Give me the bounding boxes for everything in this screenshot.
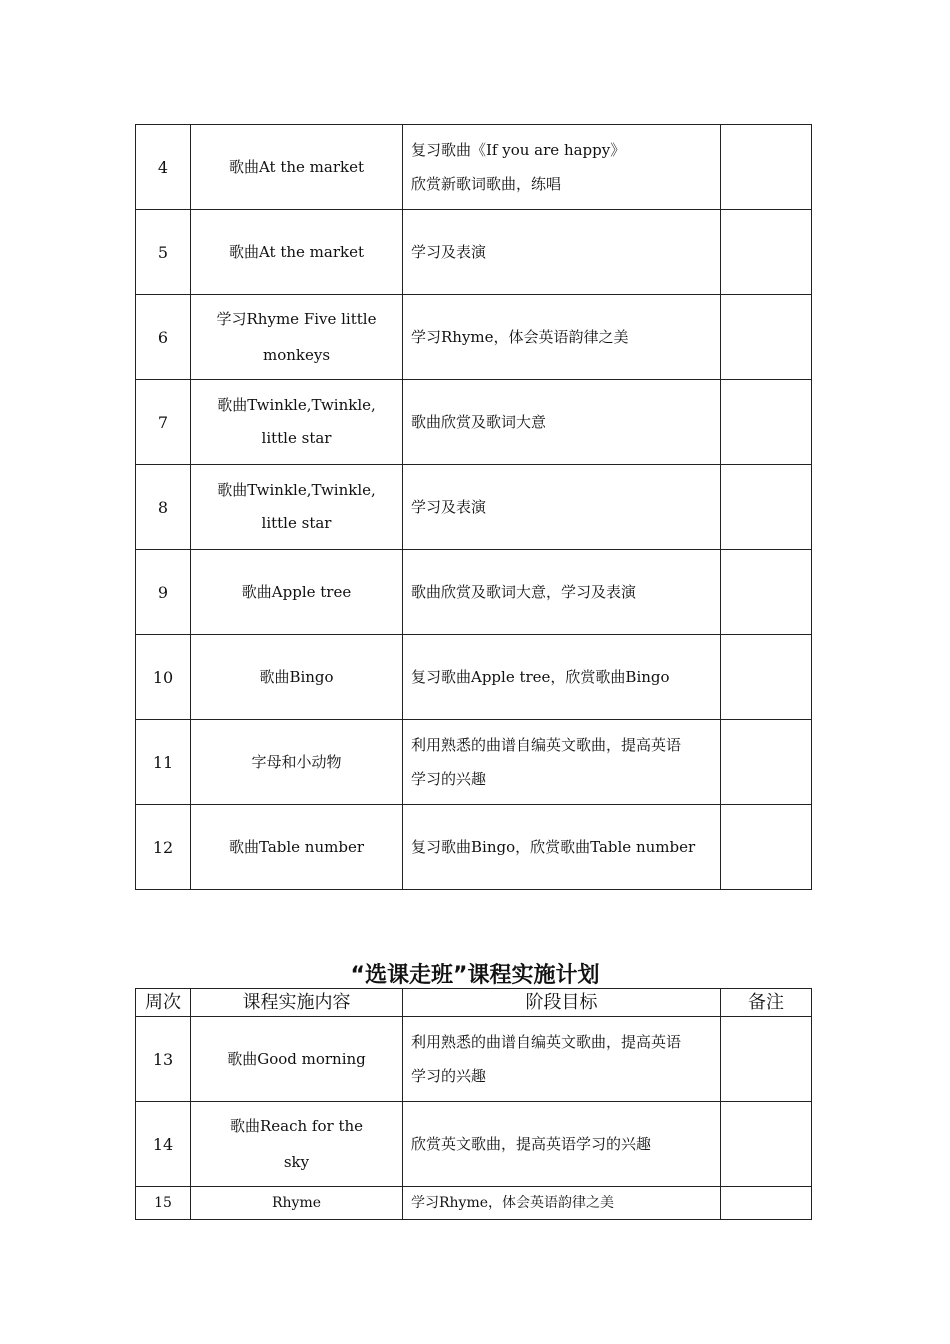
week-cell: 7 (136, 380, 191, 465)
note-cell (721, 125, 812, 210)
table-row (136, 1102, 812, 1187)
goal-cell: 学习及表演 (403, 465, 721, 550)
header-goal: 阶段目标 (403, 989, 721, 1017)
goal-cell: 利用熟悉的曲谱自编英文歌曲，提高英语 学习的兴趣 (403, 720, 721, 805)
content-cell: 歌曲At the market (191, 210, 403, 295)
goal-cell: 复习歌曲Apple tree，欣赏歌曲Bingo (403, 635, 721, 720)
note-cell (721, 805, 812, 890)
week-cell: 5 (136, 210, 191, 295)
table-row (136, 295, 812, 380)
table-row (136, 635, 812, 720)
header-week: 周次 (136, 989, 191, 1017)
goal-cell: 学习Rhyme，体会英语韵律之美 (403, 1187, 721, 1220)
week-cell: 14 (136, 1102, 191, 1187)
note-cell (721, 1102, 812, 1187)
week-cell: 9 (136, 550, 191, 635)
content-cell: 歌曲Good morning (191, 1017, 403, 1102)
note-cell (721, 635, 812, 720)
goal-cell: 学习Rhyme，体会英语韵律之美 (403, 295, 721, 380)
note-cell (721, 465, 812, 550)
plan-table-continued (135, 124, 812, 890)
note-cell (721, 1017, 812, 1102)
content-cell: 歌曲At the market (191, 125, 403, 210)
table-row (136, 805, 812, 890)
week-cell: 15 (136, 1187, 191, 1220)
content-cell: 字母和小动物 (191, 720, 403, 805)
plan-table (135, 988, 812, 1220)
table-row (136, 1017, 812, 1102)
table-row (136, 720, 812, 805)
content-cell: 歌曲Reach for the sky (191, 1102, 403, 1187)
goal-cell: 学习及表演 (403, 210, 721, 295)
goal-cell: 复习歌曲《If you are happy》 欣赏新歌词歌曲，练唱 (403, 125, 721, 210)
table-row (136, 380, 812, 465)
content-cell: 歌曲Twinkle,Twinkle, little star (191, 380, 403, 465)
week-cell: 6 (136, 295, 191, 380)
plan-heading: “选课走班”课程实施计划 (350, 963, 600, 988)
header-content: 课程实施内容 (191, 989, 403, 1017)
note-cell (721, 720, 812, 805)
week-cell: 13 (136, 1017, 191, 1102)
week-cell: 10 (136, 635, 191, 720)
note-cell (721, 550, 812, 635)
week-cell: 8 (136, 465, 191, 550)
note-cell (721, 380, 812, 465)
table-row (136, 1187, 812, 1220)
content-cell: 歌曲Bingo (191, 635, 403, 720)
content-cell: Rhyme (191, 1187, 403, 1220)
table-row (136, 465, 812, 550)
header-note: 备注 (721, 989, 812, 1017)
content-cell: 学习Rhyme Five little monkeys (191, 295, 403, 380)
week-cell: 4 (136, 125, 191, 210)
goal-cell: 复习歌曲Bingo，欣赏歌曲Table number (403, 805, 721, 890)
content-cell: 歌曲Twinkle,Twinkle, little star (191, 465, 403, 550)
table-row (136, 210, 812, 295)
week-cell: 11 (136, 720, 191, 805)
goal-cell: 歌曲欣赏及歌词大意 (403, 380, 721, 465)
note-cell (721, 210, 812, 295)
week-cell: 12 (136, 805, 191, 890)
goal-cell: 欣赏英文歌曲，提高英语学习的兴趣 (403, 1102, 721, 1187)
content-cell: 歌曲Table number (191, 805, 403, 890)
table-row (136, 550, 812, 635)
note-cell (721, 295, 812, 380)
note-cell (721, 1187, 812, 1220)
goal-cell: 利用熟悉的曲谱自编英文歌曲，提高英语 学习的兴趣 (403, 1017, 721, 1102)
table-header-row (136, 989, 812, 1017)
goal-cell: 歌曲欣赏及歌词大意，学习及表演 (403, 550, 721, 635)
table-row (136, 125, 812, 210)
content-cell: 歌曲Apple tree (191, 550, 403, 635)
